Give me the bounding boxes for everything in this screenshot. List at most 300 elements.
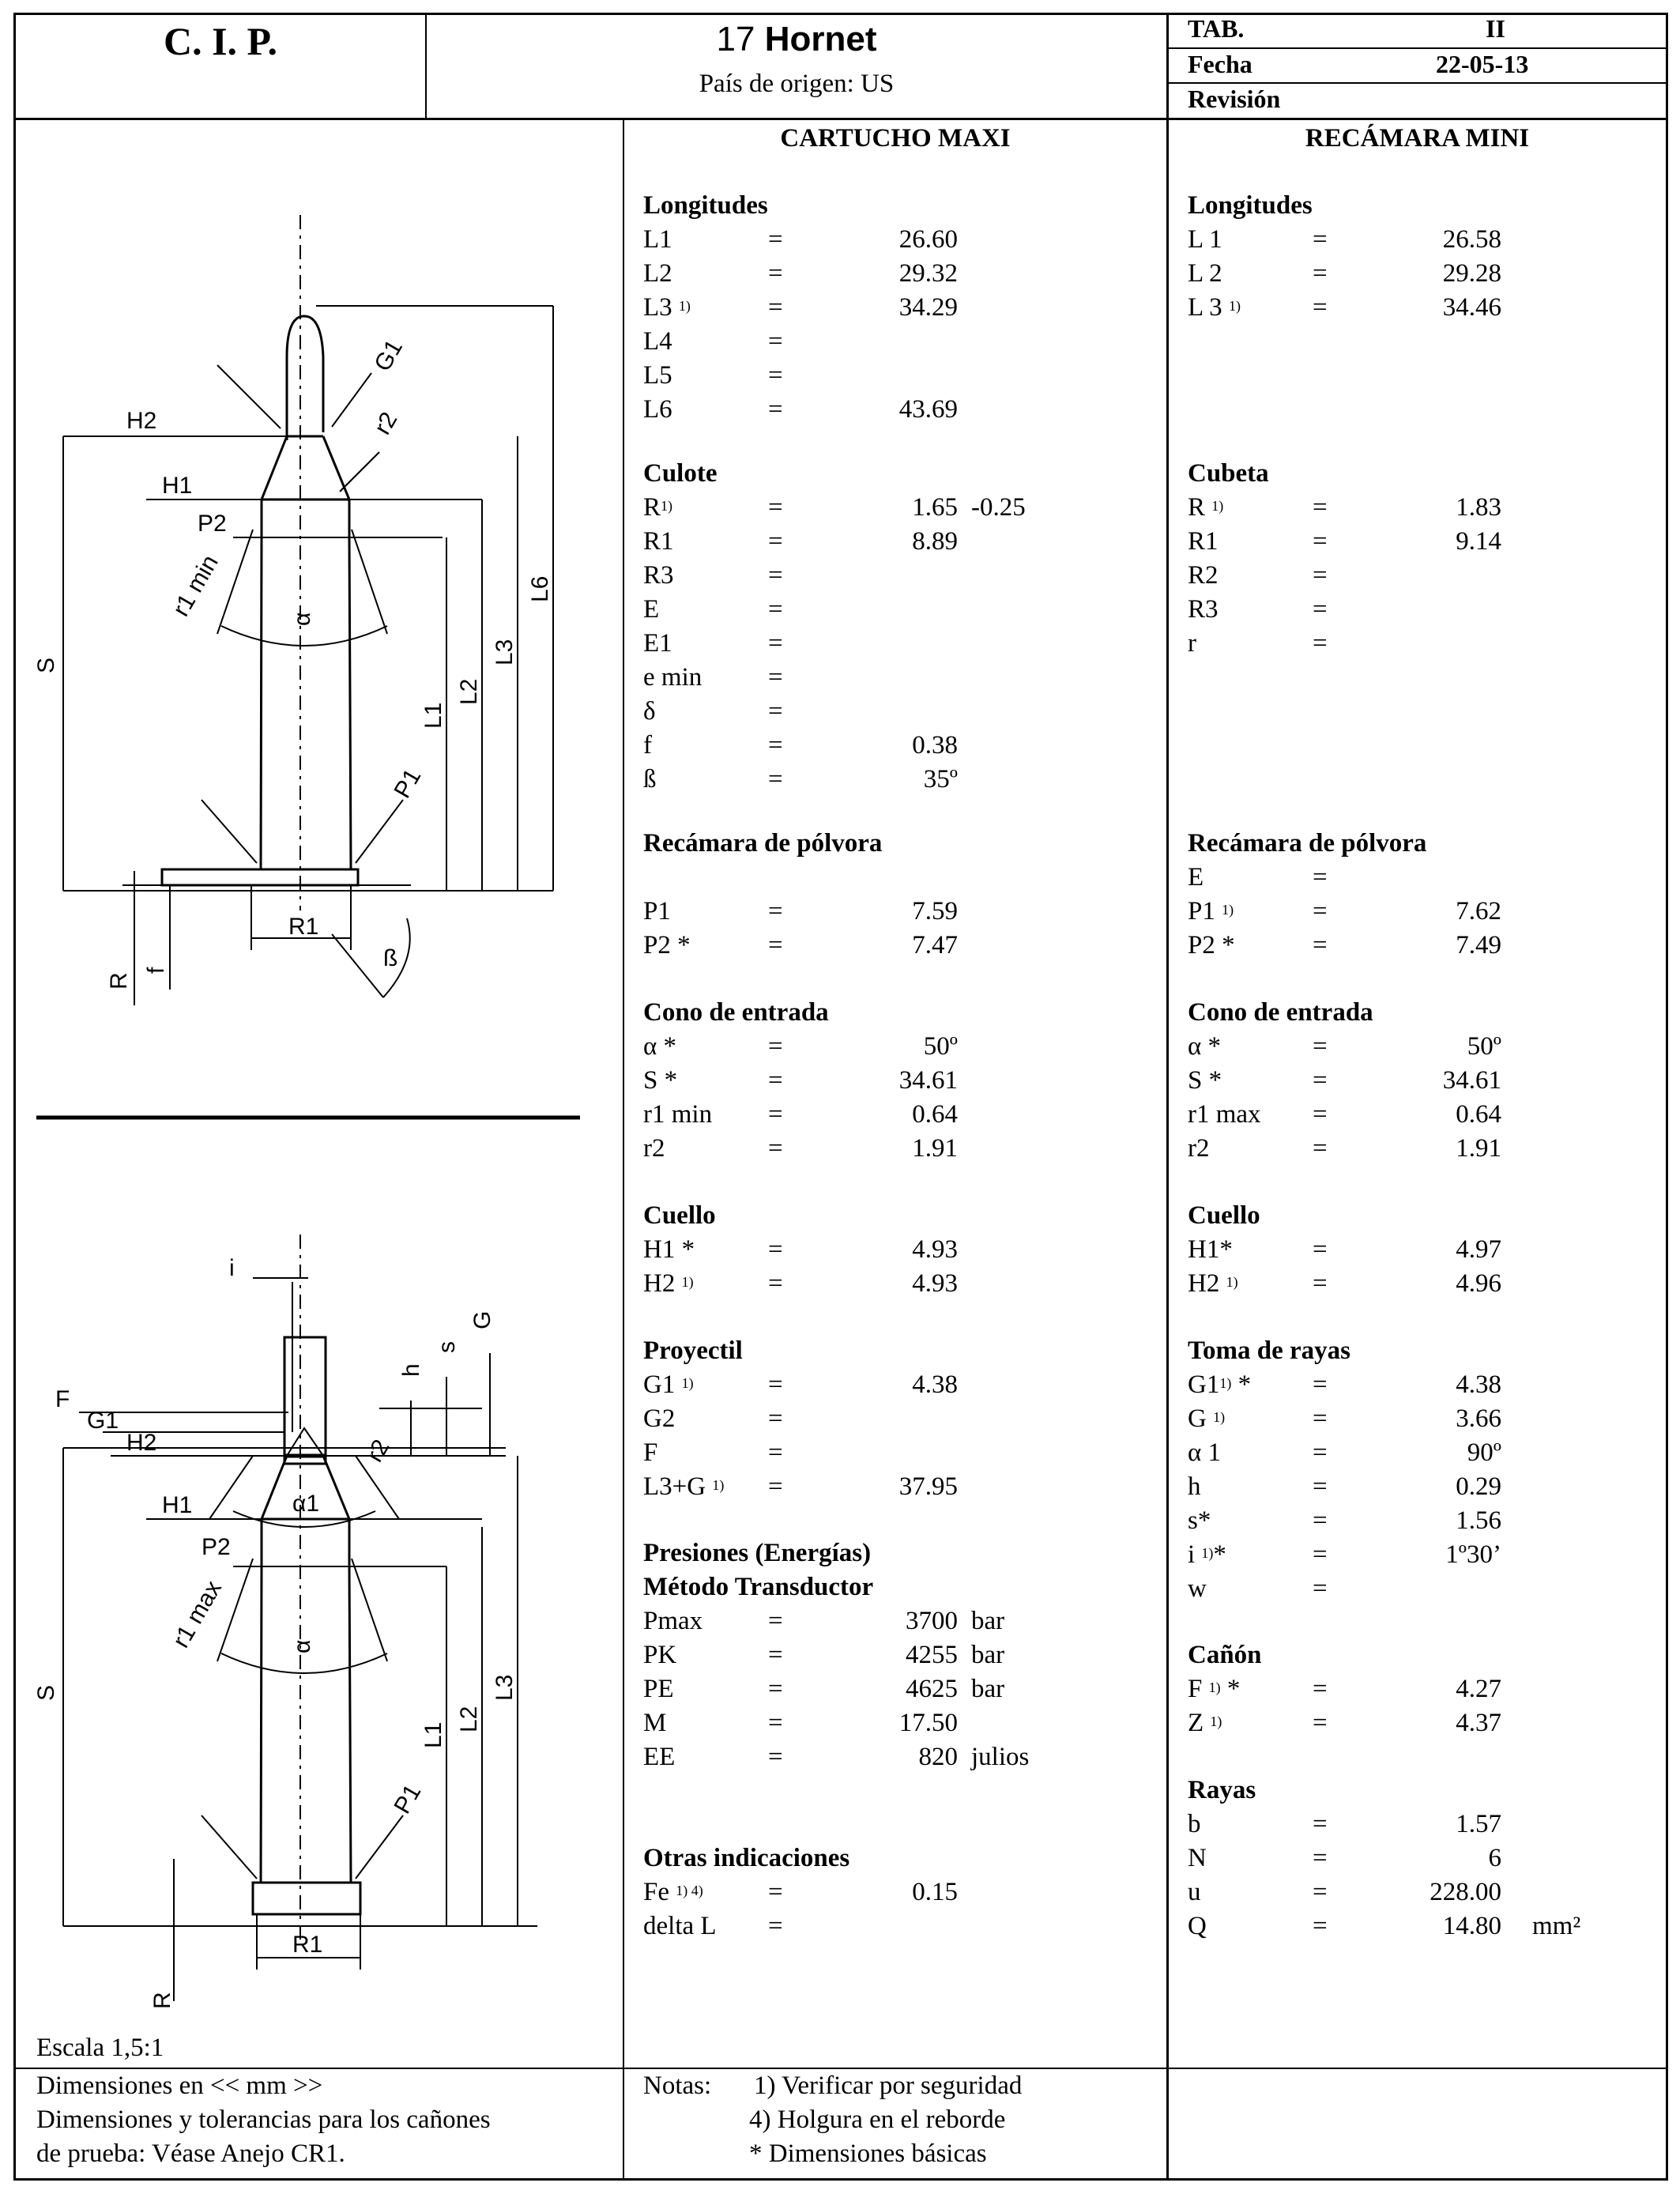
data-row: [643, 695, 1149, 729]
data-row: [643, 763, 1149, 797]
row-label: ß: [643, 765, 657, 794]
data-row: [1188, 1842, 1662, 1875]
equals-sign: =: [768, 1641, 783, 1669]
equals-sign: =: [1313, 1878, 1328, 1906]
data-row: [1188, 1706, 1662, 1740]
equals-sign: =: [1313, 1540, 1328, 1569]
data-row: [643, 729, 1149, 763]
equals-sign: =: [1313, 863, 1328, 892]
equals-sign: =: [1313, 629, 1328, 658]
border-bottom: [13, 2178, 1668, 2181]
row-value: 1.57: [1456, 1810, 1501, 1838]
row-label: L4: [643, 327, 672, 356]
equals-sign: =: [768, 361, 783, 390]
section-title: Longitudes: [1188, 191, 1313, 220]
data-row: [1188, 929, 1662, 963]
row-value: 8.89: [912, 527, 958, 556]
row-value: 1.91: [912, 1134, 958, 1163]
row-label: w: [1188, 1574, 1207, 1603]
equals-sign: =: [768, 697, 783, 726]
row-label: PE: [643, 1675, 674, 1703]
row-label: R3: [1188, 595, 1219, 624]
data-row: [643, 1706, 1149, 1740]
row-value: 4.38: [912, 1370, 958, 1399]
data-row: [1188, 1132, 1662, 1166]
row-label: G $^{1)}$: [1188, 1404, 1226, 1433]
equals-sign: =: [1313, 1066, 1328, 1095]
equals-sign: =: [768, 663, 783, 692]
section-title: Culote: [643, 459, 718, 488]
equals-sign: =: [1313, 1912, 1328, 1940]
tab-value: II: [1486, 14, 1505, 43]
row-label: h: [1188, 1472, 1201, 1501]
row-label: H1 *: [643, 1235, 695, 1264]
equals-sign: =: [768, 493, 783, 522]
label-L6: L6: [527, 575, 553, 602]
row-value: 0.38: [912, 731, 958, 760]
row-label: N: [1188, 1844, 1207, 1872]
row-value: 29.32: [898, 259, 958, 288]
row-label: G2: [643, 1404, 676, 1433]
row-label: r2: [643, 1134, 665, 1163]
row-label: α *: [1188, 1032, 1222, 1061]
section-title: Cono de entrada: [1188, 998, 1373, 1027]
equals-sign: =: [768, 225, 783, 254]
chamber-bottom-figure: [63, 1235, 537, 2001]
label-r1max: r1 max: [168, 1576, 227, 1653]
row-value: 17.50: [898, 1709, 958, 1737]
row-value: 4.96: [1456, 1269, 1501, 1298]
footnote-mark: 1) 4): [676, 1883, 703, 1898]
row-label: P1: [643, 897, 671, 925]
equals-sign: =: [768, 1404, 783, 1433]
data-row: [643, 1030, 1149, 1064]
row-value: 7.49: [1456, 931, 1501, 959]
data-row: [1188, 257, 1662, 291]
row-label: L 1: [1188, 225, 1222, 254]
section-title: Recámara de pólvora: [1188, 829, 1427, 858]
divider: [623, 118, 624, 2181]
data-row: [643, 559, 1149, 593]
row-label: R1: [643, 527, 674, 556]
row-label: E: [643, 595, 660, 624]
label-H2-b: H2: [126, 1430, 157, 1456]
row-label: S *: [1188, 1066, 1222, 1095]
equals-sign: =: [768, 527, 783, 556]
equals-sign: =: [1313, 493, 1328, 522]
row-value: 7.59: [912, 897, 958, 925]
data-row: [643, 1098, 1149, 1132]
data-row: [1188, 1064, 1662, 1098]
row-label: b: [1188, 1810, 1201, 1838]
equals-sign: =: [768, 395, 783, 424]
recamara-heading: RECÁMARA MINI: [1305, 124, 1530, 153]
row-value: 43.69: [898, 395, 958, 424]
row-label: H2 $^{1)}$: [643, 1269, 694, 1298]
label-R: R: [106, 972, 132, 990]
row-value: 4.27: [1456, 1675, 1501, 1703]
row-value: 4.38: [1456, 1370, 1501, 1399]
page-title: [427, 19, 1166, 60]
row-label: α *: [643, 1032, 677, 1061]
footnote-mark: 1): [1219, 1375, 1232, 1391]
footnote-mark: 1): [1211, 498, 1224, 514]
data-row: [643, 491, 1149, 525]
data-row: [1188, 1098, 1662, 1132]
data-row: [643, 929, 1149, 963]
section-title: Recámara de pólvora: [643, 829, 883, 858]
row-value: 37.95: [898, 1472, 958, 1501]
row-label: α 1: [1188, 1438, 1222, 1467]
equals-sign: =: [768, 897, 783, 925]
section-title: Otras indicaciones: [643, 1844, 850, 1872]
border-top: [13, 13, 1668, 15]
equals-sign: =: [1313, 1675, 1328, 1703]
cartridge-top-figure: [63, 215, 553, 1005]
data-row: [1188, 1672, 1662, 1706]
equals-sign: =: [1313, 527, 1328, 556]
row-value: 9.14: [1456, 527, 1501, 556]
equals-sign: =: [768, 259, 783, 288]
row-value: 0.15: [912, 1878, 958, 1906]
row-value: 4255: [906, 1641, 958, 1669]
nota-3: * Dimensiones básicas: [749, 2139, 987, 2168]
row-value: 34.46: [1442, 293, 1501, 322]
row-label: L 3 $^{1)}$: [1188, 293, 1241, 322]
label-G1-b: G1: [87, 1408, 119, 1434]
row-label: r2: [1188, 1134, 1210, 1163]
row-label: E: [1188, 863, 1204, 892]
data-row: [1188, 1504, 1662, 1538]
row-label: L 2: [1188, 259, 1222, 288]
equals-sign: =: [1313, 1810, 1328, 1838]
label-beta: ß: [383, 945, 398, 971]
row-label: P2 *: [1188, 931, 1235, 959]
data-row: [643, 291, 1149, 325]
equals-sign: =: [768, 293, 783, 322]
row-label: L5: [643, 361, 672, 390]
row-label: R2: [1188, 561, 1219, 590]
row-label: Q: [1188, 1912, 1207, 1940]
row-value: 4.93: [912, 1235, 958, 1264]
section-title: Cubeta: [1188, 459, 1269, 488]
row-label: S *: [643, 1066, 678, 1095]
data-row: [1188, 525, 1662, 559]
label-i: i: [229, 1255, 235, 1281]
data-row: [643, 1638, 1149, 1672]
data-row: [643, 393, 1149, 427]
equals-sign: =: [1313, 1032, 1328, 1061]
label-f: f: [143, 967, 169, 974]
equals-sign: =: [1313, 1438, 1328, 1467]
data-row: [643, 1909, 1149, 1943]
equals-sign: =: [768, 595, 783, 624]
data-row: [1188, 1572, 1662, 1606]
equals-sign: =: [768, 931, 783, 959]
label-r2: r2: [369, 407, 403, 439]
equals-sign: =: [1313, 1269, 1328, 1298]
row-label: L1: [643, 225, 672, 254]
fecha-label: Fecha: [1188, 50, 1252, 78]
row-value: 26.60: [898, 225, 958, 254]
data-row: [643, 1267, 1149, 1301]
equals-sign: =: [1313, 595, 1328, 624]
label-s: s: [434, 1341, 460, 1353]
data-row: [643, 895, 1149, 929]
data-row: [1188, 559, 1662, 593]
equals-sign: =: [1313, 1506, 1328, 1535]
row-label: L3 $^{1)}$: [643, 293, 691, 322]
data-row: [643, 1064, 1149, 1098]
row-label: R $^{1)}$: [1188, 493, 1224, 522]
row-label: M: [643, 1709, 667, 1737]
label-H1-b: H1: [162, 1492, 193, 1518]
row-label: f: [643, 731, 652, 760]
fecha-value: 22-05-13: [1436, 50, 1529, 78]
row-value: 29.28: [1442, 259, 1501, 288]
footnote-mark: 1): [712, 1477, 725, 1493]
data-row: [643, 1402, 1149, 1436]
border-right: [1666, 13, 1668, 2181]
footnote-mark: 1): [1226, 1274, 1238, 1290]
cartridge-drawing: [16, 120, 623, 2064]
equals-sign: =: [768, 629, 783, 658]
label-P2-b: P2: [202, 1534, 231, 1560]
data-row: [643, 1368, 1149, 1402]
row-label: H2 $^{1)}$: [1188, 1269, 1238, 1298]
row-unit: bar: [971, 1675, 1005, 1703]
equals-sign: =: [1313, 1235, 1328, 1264]
section-subtitle: Método Transductor: [643, 1573, 874, 1601]
label-L3: L3: [492, 639, 518, 665]
data-row: [643, 1740, 1149, 1774]
row-label: δ: [643, 697, 656, 726]
section-title: Toma de rayas: [1188, 1336, 1350, 1365]
label-L2-b: L2: [456, 1706, 482, 1732]
data-row: [643, 1233, 1149, 1267]
equals-sign: =: [768, 731, 783, 760]
row-label: e min: [643, 663, 703, 692]
footnote-mark: 1): [1228, 298, 1241, 314]
equals-sign: =: [768, 561, 783, 590]
revision-label: Revisión: [1188, 85, 1281, 113]
equals-sign: =: [768, 1743, 783, 1771]
data-row: [1188, 1875, 1662, 1909]
equals-sign: =: [768, 1100, 783, 1129]
equals-sign: =: [768, 1269, 783, 1298]
row-value: 1.91: [1456, 1134, 1501, 1163]
equals-sign: =: [768, 1709, 783, 1737]
scale-label: Escala 1,5:1: [36, 2034, 164, 2062]
equals-sign: =: [1313, 259, 1328, 288]
nota-1: 1) Verificar por seguridad: [754, 2071, 1023, 2100]
row-value: 35º: [923, 765, 958, 794]
row-value: 1.56: [1456, 1506, 1501, 1535]
section-title: Cuello: [1188, 1201, 1260, 1230]
label-L3-b: L3: [492, 1674, 518, 1701]
data-row: [1188, 1436, 1662, 1470]
row-label: P2 *: [643, 931, 691, 959]
row-unit: bar: [971, 1607, 1005, 1635]
row-label: F: [643, 1438, 658, 1467]
equals-sign: =: [1313, 293, 1328, 322]
row-value: 1.65: [912, 493, 958, 522]
data-row: [1188, 895, 1662, 929]
row-label: r1 max: [1188, 1100, 1261, 1129]
label-H1: H1: [162, 473, 193, 499]
row-unit: julios: [971, 1743, 1030, 1771]
data-row: [1188, 1470, 1662, 1504]
footnote-mark: 1): [678, 298, 691, 314]
label-G1: G1: [369, 335, 409, 376]
row-value: 50º: [923, 1032, 958, 1061]
row-label: Z $^{1)}$: [1188, 1709, 1222, 1737]
row-label: G1 $^{1)}$: [643, 1370, 694, 1399]
row-value: 6: [1488, 1844, 1501, 1872]
equals-sign: =: [768, 1675, 783, 1703]
row-label: $R^{1)}$: [643, 493, 673, 522]
row-label: PK: [643, 1641, 677, 1669]
equals-sign: =: [1313, 1472, 1328, 1501]
data-row: [643, 593, 1149, 627]
equals-sign: =: [768, 1878, 783, 1906]
equals-sign: =: [1313, 561, 1328, 590]
data-row: [643, 325, 1149, 359]
row-label: F $^{1)}$ *: [1188, 1675, 1241, 1703]
label-alpha1: α1: [292, 1491, 320, 1517]
divider: [1166, 47, 1668, 49]
row-label: r: [1188, 629, 1196, 658]
footnote-mark: 1): [1201, 1545, 1214, 1561]
data-row: [1188, 593, 1662, 627]
equals-sign: =: [768, 1607, 783, 1635]
row-label: L6: [643, 395, 672, 424]
equals-sign: =: [1313, 1134, 1328, 1163]
data-row: [643, 1875, 1149, 1909]
data-row: [643, 861, 1149, 895]
equals-sign: =: [1313, 1100, 1328, 1129]
row-value: 26.58: [1442, 225, 1501, 254]
equals-sign: =: [768, 1370, 783, 1399]
data-row: [643, 1436, 1149, 1470]
dims-line-1: Dimensiones en << mm >>: [36, 2071, 323, 2100]
row-value: 14.80: [1442, 1912, 1501, 1940]
equals-sign: =: [768, 765, 783, 794]
label-P2: P2: [198, 511, 227, 537]
row-value: 4625: [906, 1675, 958, 1703]
data-row: [1188, 1909, 1662, 1943]
section-title: Cuello: [643, 1201, 716, 1230]
footnote-mark: 1): [681, 1274, 694, 1290]
footnote-mark: 1): [681, 1375, 694, 1391]
label-R1-b: R1: [292, 1932, 323, 1958]
row-unit: mm²: [1532, 1912, 1581, 1940]
row-value: 4.37: [1456, 1709, 1501, 1737]
data-row: [1188, 291, 1662, 325]
row-value: 50º: [1467, 1032, 1501, 1061]
data-row: [643, 223, 1149, 257]
label-P1: P1: [389, 764, 427, 803]
label-P1-b: P1: [389, 1780, 427, 1819]
data-row: [1188, 1267, 1662, 1301]
equals-sign: =: [1313, 1844, 1328, 1872]
row-unit: bar: [971, 1641, 1005, 1669]
divider: [1166, 13, 1169, 2181]
data-row: [1188, 1402, 1662, 1436]
data-row: [1188, 861, 1662, 895]
data-row: [643, 661, 1149, 695]
row-value: 1.83: [1456, 493, 1501, 522]
label-L1-b: L1: [420, 1721, 446, 1748]
cartucho-heading: CARTUCHO MAXI: [780, 124, 1011, 153]
footnote-mark: 1): [661, 498, 673, 514]
nota-2: 4) Holgura en el reborde: [749, 2105, 1006, 2134]
row-value: 90º: [1467, 1438, 1501, 1467]
row-label: R3: [643, 561, 674, 590]
label-r2-b: r2: [361, 1434, 395, 1467]
title-name: Hornet: [764, 20, 877, 58]
footnote-mark: 1): [1210, 1713, 1222, 1729]
row-label: E1: [643, 629, 672, 658]
row-value: 0.64: [1456, 1100, 1501, 1129]
row-label: Pmax: [643, 1607, 703, 1635]
row-label: i $^{1)}$*: [1188, 1540, 1226, 1569]
row-value: 4.97: [1456, 1235, 1501, 1264]
equals-sign: =: [768, 1066, 783, 1095]
notas-label: Notas:: [643, 2071, 712, 2100]
row-value: 34.61: [1442, 1066, 1501, 1095]
data-row: [1188, 1030, 1662, 1064]
row-value: 3700: [906, 1607, 958, 1635]
row-label: u: [1188, 1878, 1201, 1906]
equals-sign: =: [1313, 1404, 1328, 1433]
label-S-b: S: [33, 1684, 59, 1701]
footnote-mark: 1): [1222, 902, 1234, 918]
section-title: Cono de entrada: [643, 998, 829, 1027]
data-row: [1188, 1233, 1662, 1267]
label-r1min: r1 min: [168, 550, 224, 621]
row-label: s*: [1188, 1506, 1211, 1535]
label-L2: L2: [456, 678, 482, 705]
origin-country: País de origen: US: [699, 70, 895, 98]
dims-line-2: Dimensiones y tolerancias para los cañones: [36, 2105, 491, 2134]
label-R-b: R: [149, 1992, 175, 2009]
label-L1: L1: [420, 702, 446, 729]
data-row: [1188, 1538, 1662, 1572]
equals-sign: =: [1313, 1370, 1328, 1399]
label-alpha-b: α: [289, 1639, 315, 1653]
equals-sign: =: [768, 1032, 783, 1061]
equals-sign: =: [768, 1472, 783, 1501]
equals-sign: =: [1313, 1709, 1328, 1737]
divider: [1166, 82, 1668, 84]
label-F: F: [55, 1386, 70, 1412]
data-row: [1188, 223, 1662, 257]
row-label: G1$^{1)}$ *: [1188, 1370, 1252, 1399]
data-row: [643, 1470, 1149, 1504]
label-H2: H2: [126, 408, 157, 434]
row-label: L2: [643, 259, 672, 288]
equals-sign: =: [768, 1235, 783, 1264]
row-label: P1 $^{1)}$: [1188, 897, 1234, 925]
label-h: h: [398, 1363, 424, 1377]
row-value: 0.29: [1456, 1472, 1501, 1501]
tab-label: TAB.: [1188, 14, 1245, 43]
row-label: r1 min: [643, 1100, 713, 1129]
data-row: [643, 627, 1149, 661]
label-S: S: [33, 657, 59, 673]
data-row: [1188, 627, 1662, 661]
